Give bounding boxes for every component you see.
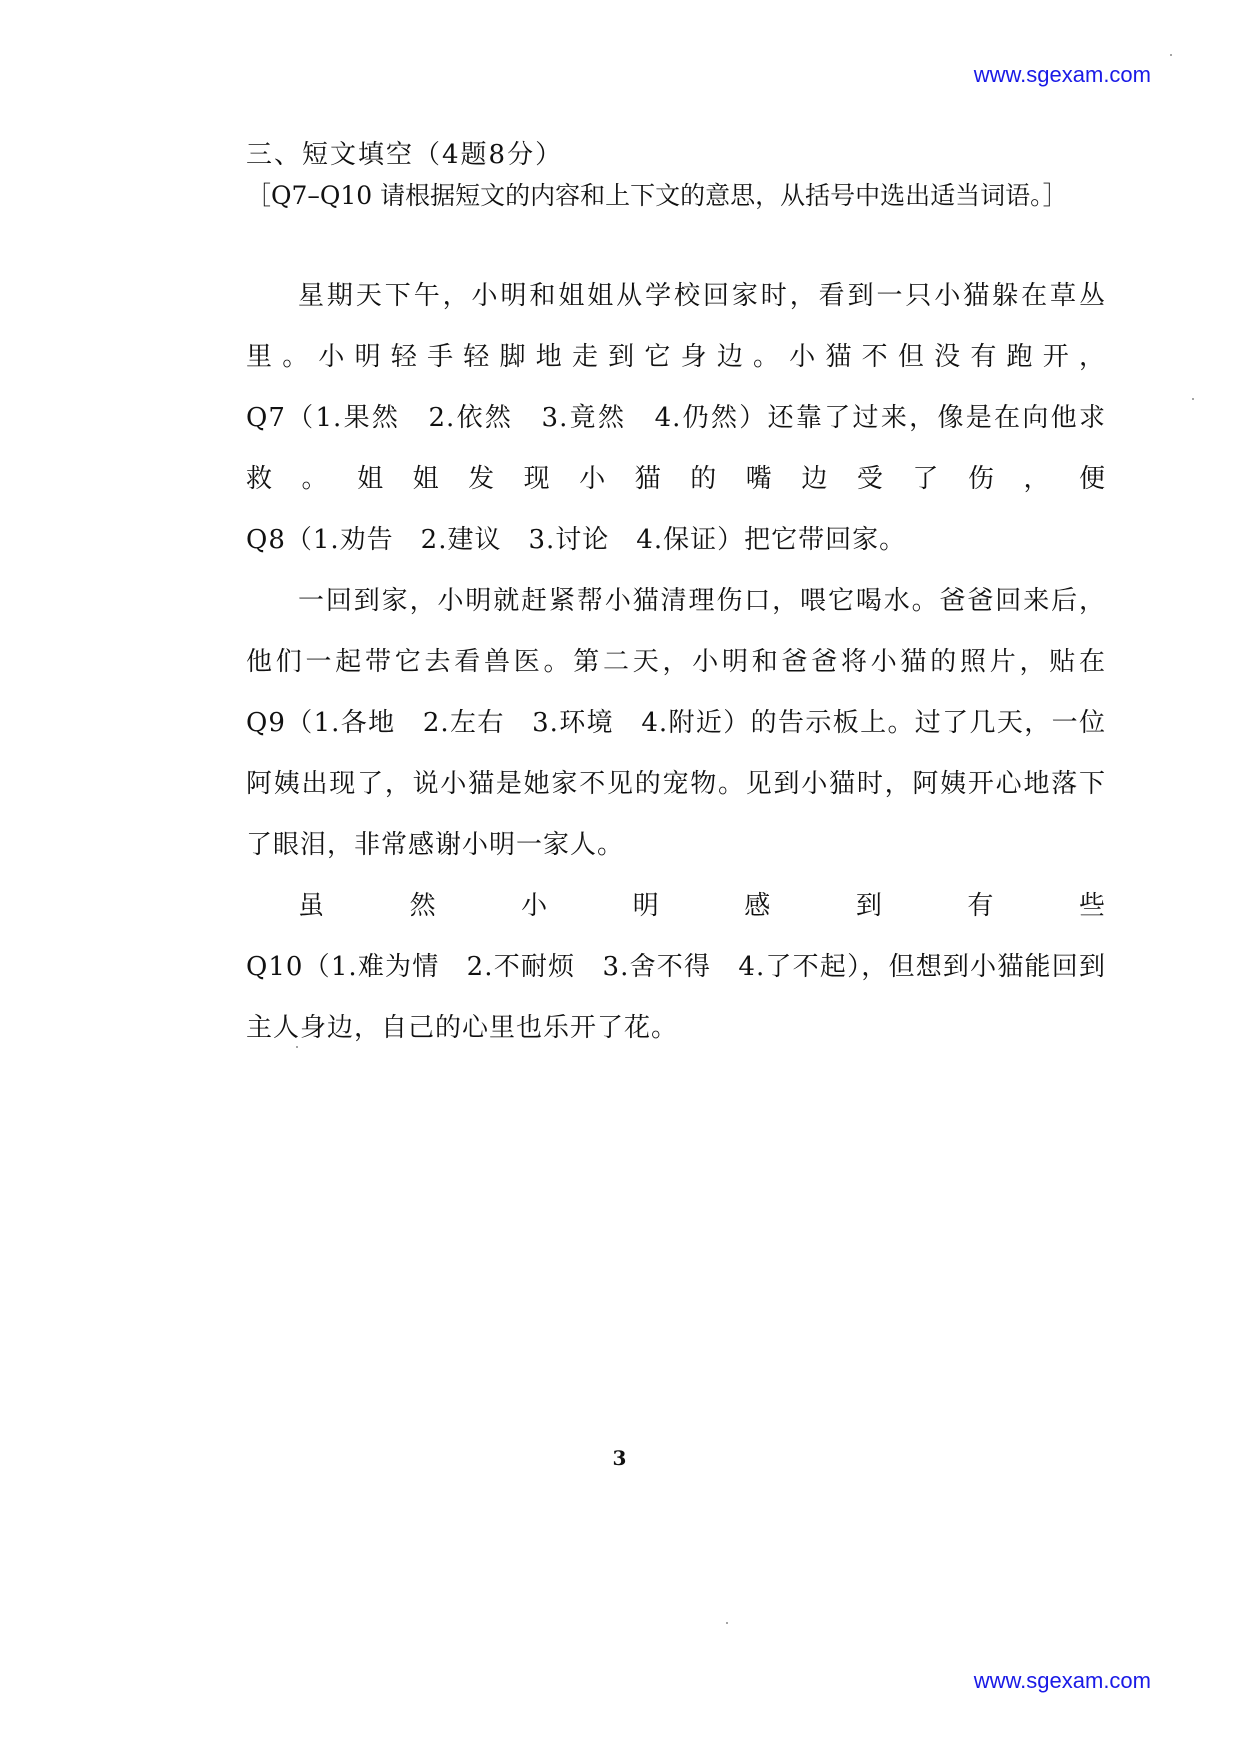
section-instructions: ［Q7–Q10 请根据短文的内容和上下文的意思，从括号中选出适当词语。］ [246, 181, 1068, 210]
section-title: 三、短文填空（4题8分） [246, 140, 564, 170]
question-q7-options: Q7（1.果然 2.依然 3.竟然 4.仍然） [246, 403, 768, 433]
passage-paragraph-1 [246, 266, 1106, 571]
passage-text: 虽然小明感到有些 [298, 891, 1106, 921]
scan-speck [726, 1622, 728, 1624]
question-q10-options: Q10（1.难为情 2.不耐烦 3.舍不得 4.了不起） [246, 952, 862, 982]
site-watermark-link-top[interactable]: www.sgexam.com [973, 62, 1151, 87]
passage [246, 266, 1106, 1059]
scan-speck [296, 1046, 298, 1048]
passage-paragraph-2 [246, 571, 1106, 876]
scan-speck [1170, 54, 1172, 56]
page-number: 3 [612, 1446, 627, 1470]
question-q9-options: Q9（1.各地 2.左右 3.环境 4.附近） [246, 708, 751, 738]
passage-text: 把它带回家。 [744, 525, 907, 555]
site-watermark-link-bottom[interactable]: www.sgexam.com [973, 1668, 1151, 1693]
question-q8-options: Q8（1.劝告 2.建议 3.讨论 4.保证） [246, 525, 745, 555]
passage-text: ，但想到小猫能回到主人身边，自己的心里也乐开了花。 [246, 952, 1106, 1043]
passage-text: 星期天下午，小明和姐姐从学校回家时，看到一只小猫躲在草丛里。小明轻手轻脚地走到它身边。小猫不但没有跑开， [246, 281, 1106, 372]
passage-text: 一回到家，小明就赶紧帮小猫清理伤口，喂它喝水。爸爸回来后，他们一起带它去看兽医。第二天，小明和爸爸将小猫的照片，贴在 [246, 586, 1106, 677]
passage-text: 还靠了过来，像是在向他求救。姐姐发现小猫的嘴边受了伤，便 [246, 403, 1106, 494]
section-content [246, 136, 1106, 1059]
passage-text: 的告示板上。过了几天，一位阿姨出现了，说小猫是她家不见的宠物。见到小猫时，阿姨开心地落下了眼泪，非常感谢小明一家人。 [246, 708, 1106, 860]
passage-paragraph-3 [246, 876, 1106, 1059]
scan-speck [1192, 398, 1194, 400]
